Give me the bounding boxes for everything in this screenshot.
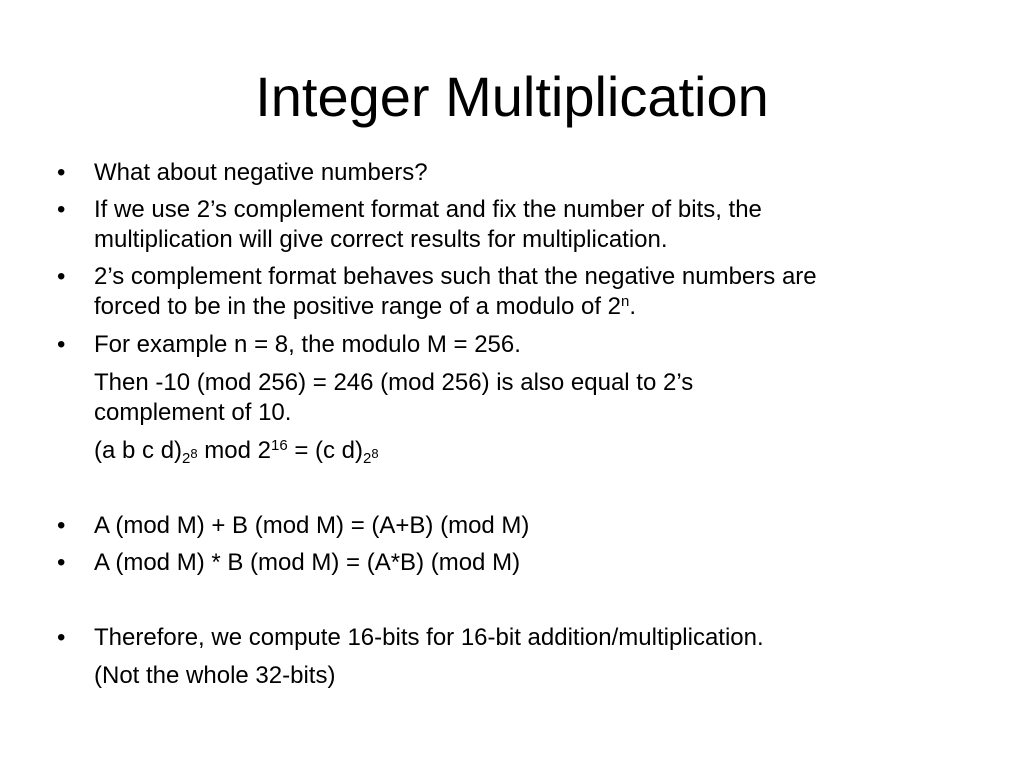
bullet-marker: •: [57, 263, 66, 290]
modulo-text: forced to be in the positive range of a modulo of 2: [94, 293, 622, 320]
sub-text-example-line2: complement of 10.: [94, 399, 292, 426]
bullet-text-twos-complement-line2: multiplication will give correct results for multiplication.: [94, 226, 668, 253]
formula-part2: mod 2: [197, 437, 271, 464]
bullet-text-modulo-line2: [94, 292, 636, 322]
sub-text-not-whole: (Not the whole 32-bits): [94, 662, 336, 689]
formula-part1: (a b c d): [94, 437, 183, 464]
formula-subscript1: [182, 446, 198, 468]
formula-superscript2: 16: [270, 436, 288, 454]
formula-line: [94, 436, 379, 466]
formula-sub3-exp: 8: [371, 446, 379, 462]
bullet-text-negative-numbers: What about negative numbers?: [94, 159, 428, 186]
sub-text-example-line1: Then -10 (mod 256) = 246 (mod 256) is also equal to 2’s: [94, 369, 694, 396]
bullet-marker: •: [57, 624, 66, 651]
bullet-text-twos-complement-line1: If we use 2’s complement format and fix the number of bits, the: [94, 196, 762, 223]
formula-sub1-base: 2: [182, 450, 191, 468]
bullet-text-mod-multiplication: A (mod M) * B (mod M) = (A*B) (mod M): [94, 549, 521, 576]
formula-sub1-exp: 8: [190, 446, 198, 462]
bullet-marker: •: [57, 512, 66, 539]
bullet-marker: •: [57, 196, 66, 223]
bullet-text-mod-addition: A (mod M) + B (mod M) = (A+B) (mod M): [94, 512, 530, 539]
formula-subscript3: [363, 446, 379, 468]
formula-part3: = (c d): [287, 437, 364, 464]
bullet-marker: •: [57, 159, 66, 186]
modulo-exponent: n: [621, 292, 630, 310]
modulo-period: .: [629, 293, 637, 320]
bullet-text-therefore: Therefore, we compute 16-bits for 16-bit addition/multiplication.: [94, 624, 764, 651]
bullet-marker: •: [57, 331, 66, 358]
bullet-marker: •: [57, 549, 66, 576]
bullet-text-example: For example n = 8, the modulo M = 256.: [94, 331, 521, 358]
slide-title: Integer Multiplication: [255, 65, 769, 128]
formula-sub3-base: 2: [363, 450, 372, 468]
bullet-text-modulo-line1: 2’s complement format behaves such that the negative numbers are: [94, 263, 817, 290]
